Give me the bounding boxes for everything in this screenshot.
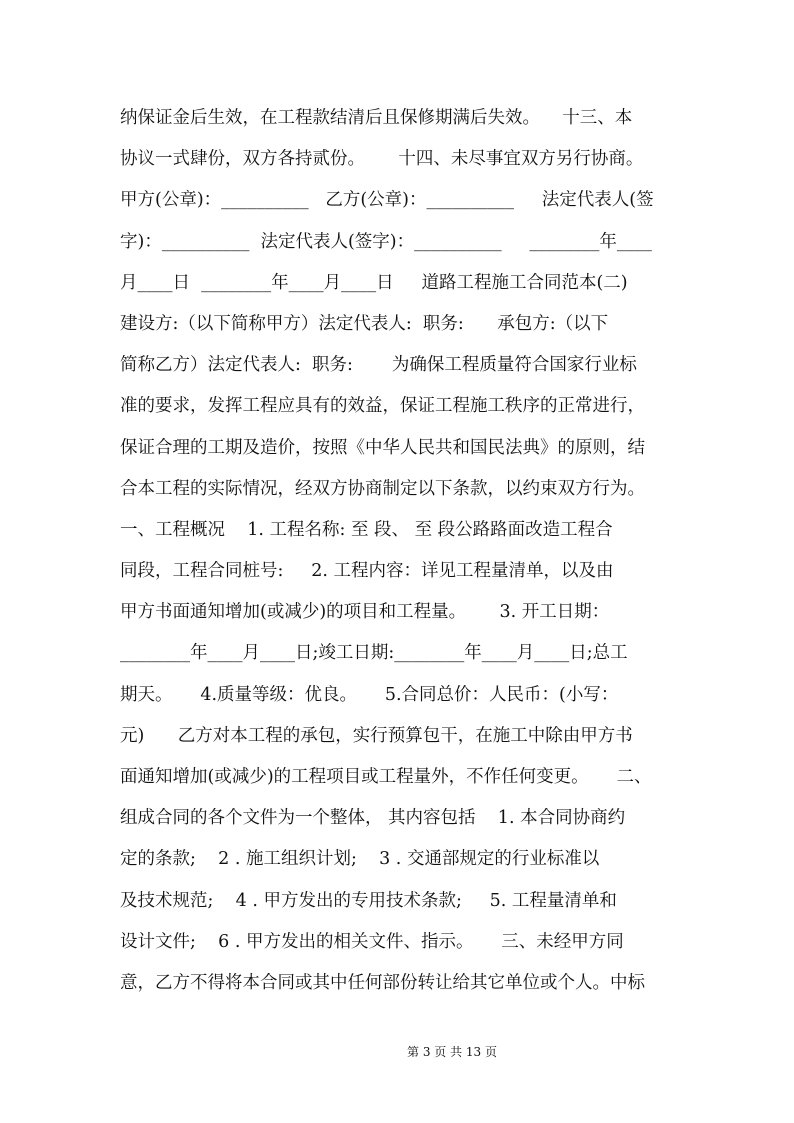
text-line: 建设方:（以下简称甲方）法定代表人: 职务: 承包方:（以下	[120, 313, 609, 334]
text-line: 一、工程概况 1. 工程名称: 至 段、 至 段公路路面改造工程合	[120, 519, 613, 540]
text-line: 甲方书面通知增加(或减少)的项目和工程量。 3. 开工日期：	[120, 602, 610, 623]
text-line: 甲方(公章)：__________ 乙方(公章)：__________ 法定代表人(签	[120, 190, 654, 211]
text-line: 组成合同的各个文件为一个整体， 其内容包括 1. 本合同协商约	[120, 808, 626, 829]
text-line: 保证合理的工期及造价，按照《中华人民共和国民法典》的原则，结	[120, 437, 645, 458]
text-line: 同段，工程合同桩号: 2. 工程内容：详见工程量清单，以及由	[120, 561, 614, 582]
text-line: 设计文件; 6 . 甲方发出的相关文件、指示。 三、未经甲方同	[120, 931, 624, 952]
text-line: 简称乙方）法定代表人: 职务: 为确保工程质量符合国家行业标	[120, 355, 637, 376]
text-line: 意，乙方不得将本合同或其中任何部份转让给其它单位或个人。中标	[120, 972, 645, 993]
text-line: 面通知增加(或减少)的工程项目或工程量外，不作任何变更。 二、	[120, 767, 652, 787]
text-line: 准的要求，发挥工程应具有的效益，保证工程施工秩序的正常进行，	[120, 396, 645, 417]
text-line: 期天。 4.质量等级：优良。 5.合同总价：人民币：(小写：	[120, 684, 619, 705]
text-line: 定的条款; 2 . 施工组织计划; 3 . 交通部规定的行业标准以	[120, 849, 600, 870]
text-line: 元) 乙方对本工程的承包，实行预算包干，在施工中除由甲方书	[120, 725, 633, 746]
text-line: 纳保证金后生效，在工程款结清后且保修期满后失效。 十三、本	[120, 108, 633, 128]
text-line: 协议一式肆份，双方各持贰份。 十四、未尽事宜双方另行协商。	[120, 149, 644, 170]
text-line: 及技术规范; 4 . 甲方发出的专用技术条款; 5. 工程量清单和	[120, 890, 617, 911]
text-line: 字)：__________ 法定代表人(签字)：__________ ________年____	[120, 231, 652, 252]
text-line: 合本工程的实际情况，经双方协商制定以下条款，以约束双方行为。	[120, 478, 645, 499]
text-line: ________年____月____日;竣工日期:________年____月____日;总工	[120, 643, 628, 664]
text-line: 月____日 ________年____月____日 道路工程施工合同范本(二)	[120, 272, 628, 293]
contract-body-text	[120, 98, 676, 1004]
page-number-footer: 第 3 页 共 13 页	[407, 1045, 497, 1059]
